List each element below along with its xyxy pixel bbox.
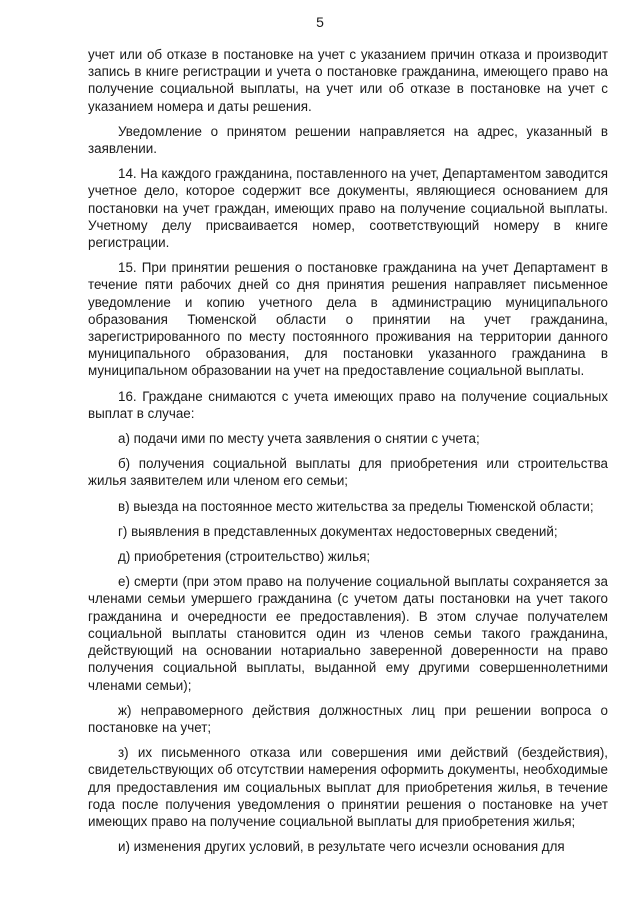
list-item-e: е) смерти (при этом право на получение социальной выплаты сохраняется за членами семьи умершего гражданина (с учетом даты постановки на учет такого гражданина и очередности ее предоставления). В этом случае получателем социальной выплаты становится один из членов семьи такого гражданина, действующий на основании нотариально заверенной доверенности на право получения социальной выплаты, выданной ему другими совершеннолетними членами семьи); [88,574,608,693]
page-number: 5 [316,14,324,30]
list-item-z: з) их письменного отказа или совершения ими действий (бездействия), свидетельствующих об отсутствии намерения оформить документы, необходимые для предоставления им социальных выплат для приобретения жилья, в течение года после получения уведомления о принятии решения о постановке на учет имеющих право на получение социальной выплаты для приобретения жилья; [88,745,608,829]
paragraph-continuation: учет или об отказе в постановке на учет с указанием причин отказа и производит запись в книге регистрации и учета о постановке гражданина, имеющего право на получение социальной выплаты, на учет или об отказе в постановке на учет с указанием номера и даты решения. [88,47,608,114]
list-item-v: в) выезда на постоянное место жительства за пределы Тюменской области; [118,498,594,514]
list-item-a: а) подачи ими по месту учета заявления о снятии с учета; [118,431,480,447]
list-item-i: и) изменения других условий, в результате чего исчезли основания для [118,839,565,855]
list-item-d: д) приобретения (строительство) жилья; [118,549,371,565]
paragraph-14: 14. На каждого гражданина, поставленного на учет, Департаментом заводится учетное дело, которое содержит все документы, являющиеся основанием для постановки на учет граждан, имеющих право на получение социальной выплаты. Учетному делу присваивается номер, соответствующий номеру в книге регистрации. [88,166,608,251]
list-item-g: г) выявления в представленных документах недостоверных сведений; [118,523,558,539]
document-body [88,46,608,863]
paragraph-notification: Уведомление о принятом решении направляется на адрес, указанный в заявлении. [88,123,608,157]
paragraph-16: 16. Граждане снимаются с учета имеющих право на получение социальных выплат в случае: [88,388,608,421]
list-item-b: б) получения социальной выплаты для приобретения или строительства жилья заявителем или членом его семьи; [88,456,608,489]
paragraph-15: 15. При принятии решения о постановке гражданина на учет Департамент в течение пяти рабочих дней со дня принятия решения направляет письменное уведомление и копию учетного дела в администрацию муниципального образования Тюменской области о принятии на учет гражданина, зарегистрированного по месту постоянного проживания на территории данного муниципального образования, для постановки указанного гражданина в муниципальном образовании на учет на предоставление социальной выплаты. [88,260,608,379]
list-item-zh: ж) неправомерного действия должностных лиц при решении вопроса о постановке на учет; [88,702,608,735]
